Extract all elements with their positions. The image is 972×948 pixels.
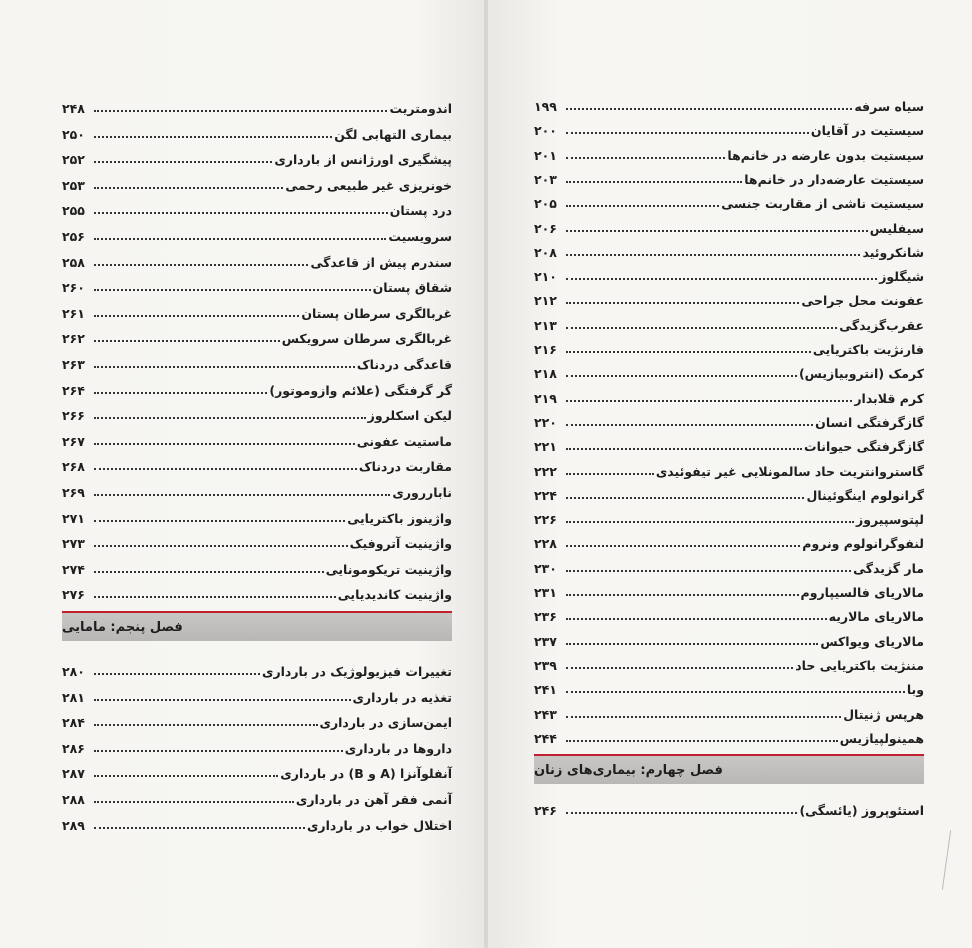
toc-page-number: ۲۰۶ [534, 220, 557, 236]
leader-dots [566, 594, 799, 596]
toc-page-number: ۲۸۶ [62, 740, 85, 756]
toc-entry [62, 120, 452, 142]
leader-dots [94, 750, 343, 752]
leader-dots [566, 400, 852, 402]
toc-entry [62, 555, 452, 577]
toc-entry-title: مالاریای مالاریه [828, 609, 924, 625]
toc-entry-title: سیستیت عارضه‌دار در خانم‌ها [744, 171, 924, 187]
toc-entry-title: غربالگری سرطان سرویکس [281, 331, 452, 347]
toc-entry [62, 759, 452, 781]
toc-entry [534, 651, 924, 673]
leader-dots [94, 340, 280, 342]
leader-dots [566, 473, 654, 475]
toc-page-number: ۲۵۲ [62, 152, 85, 168]
toc-entry-title: مالاریای ویواکس [820, 633, 924, 649]
leader-dots [94, 724, 318, 726]
toc-entry [62, 145, 452, 167]
toc-page-number: ۲۰۱ [534, 147, 557, 163]
leader-dots [94, 366, 355, 368]
toc-page-number: ۲۶۲ [62, 331, 85, 347]
toc-page-number: ۲۰۰ [534, 123, 557, 139]
leader-dots [94, 315, 299, 317]
toc-entry-title: وبا [906, 682, 924, 698]
leader-dots [566, 448, 802, 450]
toc-page-number: ۲۱۹ [534, 390, 557, 406]
toc-entry [534, 141, 924, 163]
toc-entry [62, 248, 452, 270]
toc-entry [534, 505, 924, 527]
toc-entry [62, 376, 452, 398]
toc-page-number: ۲۴۶ [534, 803, 557, 818]
leader-dots [566, 108, 852, 110]
leader-dots [94, 494, 390, 496]
toc-entry [62, 734, 452, 756]
leader-dots [566, 618, 827, 620]
toc-entry [62, 171, 452, 193]
toc-page-number: ۲۲۰ [534, 414, 557, 430]
leader-dots [94, 775, 278, 777]
section-header-chapter-4 [534, 754, 924, 784]
toc-entry-title: درد پستان [389, 203, 452, 219]
toc-entry [534, 238, 924, 260]
toc-page-number: ۲۶۹ [62, 485, 85, 500]
toc-entry-title: شقاق پستان [372, 280, 452, 296]
toc-entry-title: واژینیت آتروفیک [349, 536, 452, 552]
toc-entry-title: گازگرفتگی حیوانات [804, 439, 924, 455]
toc-page-number: ۲۱۸ [534, 366, 557, 382]
leader-dots [94, 571, 324, 573]
toc-entry-title: بیماری التهابی لگن [334, 126, 452, 142]
toc-entry [62, 94, 452, 116]
toc-entry-title: گازگرفتگی انسان [815, 414, 924, 430]
toc-page-number: ۲۰۸ [534, 244, 557, 260]
toc-entry [62, 708, 452, 730]
toc-entry-title: لپتوسپیروز [856, 512, 924, 528]
toc-page-number: ۲۰۵ [534, 196, 557, 212]
toc-page-number: ۲۲۸ [534, 536, 557, 552]
toc-page-number: ۲۶۶ [62, 408, 85, 424]
toc-entry-title: گر گرفتگی (علائم وازوموتور) [269, 382, 452, 398]
toc-entry-title: تغذیه در بارداری [352, 689, 452, 705]
toc-entry [534, 675, 924, 697]
leader-dots [566, 716, 841, 718]
toc-entry-title: شیگلوز [879, 269, 924, 285]
section-header-chapter-5 [62, 611, 452, 641]
leader-dots [566, 205, 719, 207]
leader-dots [566, 691, 905, 693]
toc-page-number: ۲۶۴ [62, 382, 85, 398]
toc-page-number: ۲۴۱ [534, 682, 557, 698]
toc-page-number: ۲۰۳ [534, 171, 557, 187]
toc-entry-title: شانکروئید [862, 244, 924, 260]
leader-dots [566, 278, 877, 280]
toc-entry-title: داروها در بارداری [344, 740, 452, 756]
toc-page-number: ۲۴۴ [534, 730, 557, 746]
toc-entry [534, 554, 924, 576]
toc-page-number: ۲۵۰ [62, 126, 85, 142]
toc-entry [534, 529, 924, 551]
toc-entry-title: عفونت محل جراحی [801, 293, 924, 309]
toc-entry-title: کرم قلابدار [854, 390, 924, 406]
leader-dots [566, 302, 799, 304]
toc-entry [62, 196, 452, 218]
toc-entry-title: سیستیت ناشی از مقاربت جنسی [721, 196, 924, 212]
leader-dots [566, 157, 725, 159]
toc-entry [62, 580, 452, 602]
toc-entry [62, 299, 452, 321]
leader-dots [94, 212, 388, 214]
toc-entry-title: لنفوگرانولوم ونروم [802, 536, 924, 552]
leader-dots [566, 570, 851, 572]
toc-page-number: ۲۵۶ [62, 229, 85, 244]
toc-page-number: ۲۶۰ [62, 280, 85, 296]
leader-dots [94, 520, 345, 522]
toc-page-number: ۲۷۶ [62, 587, 85, 603]
toc-entry [62, 222, 452, 244]
toc-entry [534, 408, 924, 430]
leader-dots [566, 667, 793, 669]
leader-dots [566, 375, 797, 377]
toc-entry [534, 457, 924, 479]
leader-dots [94, 673, 260, 675]
leader-dots [94, 238, 386, 240]
toc-entry [62, 324, 452, 346]
leader-dots [94, 545, 348, 547]
toc-entry [62, 350, 452, 372]
toc-entry [62, 478, 452, 500]
leader-dots [566, 230, 868, 232]
toc-entry [534, 602, 924, 624]
toc-page-number: ۲۵۵ [62, 203, 85, 219]
toc-entry-title: مننژیت باکتریایی حاد [795, 657, 924, 673]
toc-entry-title: غربالگری سرطان پستان [301, 305, 452, 321]
toc-entry-title: آنمی فقر آهن در بارداری [295, 792, 452, 807]
toc-page-number: ۲۱۰ [534, 269, 557, 285]
toc-entry-title: واژینیت تریکومونایی [325, 561, 452, 577]
toc-page-number: ۲۲۱ [534, 439, 557, 455]
leader-dots [94, 468, 357, 470]
toc-entry [534, 262, 924, 284]
toc-entry-title: مار گزیدگی [853, 560, 924, 576]
toc-page-number: ۲۸۴ [62, 715, 85, 731]
toc-entry [534, 335, 924, 357]
toc-page-number: ۲۲۲ [534, 463, 557, 479]
leader-dots [566, 545, 800, 547]
toc-page-number: ۲۳۹ [534, 657, 557, 673]
leader-dots [566, 327, 837, 329]
toc-page-number: ۲۳۷ [534, 633, 557, 649]
toc-page-number: ۲۲۶ [534, 512, 557, 528]
toc-entry [534, 578, 924, 600]
toc-entry [534, 627, 924, 649]
toc-entry-title: سندرم پیش از قاعدگی [310, 254, 452, 270]
toc-page-number: ۲۱۳ [534, 317, 557, 333]
toc-page-number: ۲۸۱ [62, 689, 85, 705]
leader-dots [94, 596, 336, 598]
toc-entry [534, 796, 924, 818]
toc-page-number: ۲۵۸ [62, 254, 85, 270]
toc-page-number: ۲۶۱ [62, 305, 85, 321]
leader-dots [566, 497, 804, 499]
leader-dots [94, 827, 305, 829]
toc-entry [62, 452, 452, 474]
toc-entry-title: استئوپروز (یائسگی) [799, 803, 924, 818]
leader-dots [566, 254, 860, 256]
book-gutter [484, 0, 488, 948]
toc-page-number: ۲۱۶ [534, 342, 557, 357]
toc-entry [534, 286, 924, 308]
toc-page-number: ۲۳۱ [534, 585, 557, 600]
toc-entry-title: سیستیت در آقایان [810, 123, 924, 139]
toc-page-number: ۲۴۸ [62, 101, 85, 116]
toc-entry-title: واژینیت کاندیدیایی [337, 587, 452, 603]
toc-entry [534, 116, 924, 138]
toc-entry [62, 529, 452, 551]
toc-page-number: ۲۸۷ [62, 766, 85, 782]
leader-dots [566, 521, 854, 523]
toc-entry-title: سیفلیس [869, 220, 924, 236]
leader-dots [94, 699, 351, 701]
toc-entry [62, 273, 452, 295]
toc-entry [534, 214, 924, 236]
toc-entry [62, 504, 452, 526]
toc-page-number: ۲۷۱ [62, 510, 85, 526]
leader-dots [94, 136, 332, 138]
toc-entry-title: نابارروری [392, 485, 452, 500]
toc-page-number: ۲۳۰ [534, 560, 557, 576]
toc-entry-title: قاعدگی دردناک [356, 357, 452, 372]
toc-page-number: ۲۶۸ [62, 459, 85, 475]
toc-entry-title: خونریزی غیر طبیعی رحمی [285, 177, 452, 193]
toc-entry [534, 311, 924, 333]
toc-entry [62, 657, 452, 679]
toc-entry [534, 92, 924, 114]
section-title: فصل پنجم: مامایی [62, 619, 183, 635]
toc-entry [534, 384, 924, 406]
section-title: فصل چهارم: بیماری‌های زنان [534, 762, 723, 778]
leader-dots [94, 443, 355, 445]
toc-page-number: ۲۵۳ [62, 177, 85, 193]
toc-entry-title: اختلال خواب در بارداری [306, 817, 452, 833]
toc-entry [62, 427, 452, 449]
toc-entry-title: همینولپیازیس [839, 730, 924, 746]
toc-entry [534, 724, 924, 746]
toc-page-number: ۲۲۴ [534, 487, 557, 503]
toc-page-number: ۲۳۶ [534, 609, 557, 625]
toc-entry [62, 811, 452, 833]
leader-dots [94, 264, 308, 266]
toc-entry [534, 189, 924, 211]
toc-entry [534, 481, 924, 503]
toc-entry-title: عقرب‌گزیدگی [839, 317, 924, 333]
toc-entry-title: پیشگیری اورژانس از بارداری [274, 152, 452, 168]
toc-entry-title: اندومتریت [389, 101, 452, 116]
leader-dots [566, 643, 818, 645]
toc-page-number: ۲۶۳ [62, 357, 85, 372]
toc-entry-title: تغییرات فیزیولوژیک در بارداری [262, 664, 452, 679]
toc-entry-title: لیکن اسکلروز [367, 408, 452, 424]
toc-entry-title: کرمک (انتروبیازیس) [798, 366, 924, 382]
leader-dots [94, 110, 387, 112]
toc-entry-title: سیاه سرفه [854, 99, 924, 114]
leader-dots [566, 351, 811, 353]
toc-page-number: ۲۴۳ [534, 706, 557, 722]
leader-dots [94, 187, 283, 189]
toc-entry [534, 432, 924, 454]
toc-entry [62, 401, 452, 423]
toc-entry-title: آنفلوآنزا (A و B) در بارداری [280, 766, 452, 782]
toc-entry-title: سیستیت بدون عارضه در خانم‌ها [727, 147, 924, 163]
toc-entry [534, 359, 924, 381]
toc-entry-title: هرپس ژنیتال [843, 706, 924, 722]
toc-entry-title: گاستروانتریت حاد سالمونلایی غیر تیفوئیدی [655, 463, 924, 479]
leader-dots [566, 812, 797, 814]
toc-entry-title: سرویسیت [388, 229, 452, 244]
toc-entry [534, 700, 924, 722]
toc-entry-title: مالاریای فالسیپاروم [800, 585, 924, 600]
toc-entry [62, 785, 452, 807]
toc-entry [534, 165, 924, 187]
toc-entry-title: واژینوز باکتریایی [347, 510, 452, 526]
toc-entry-title: گرانولوم اینگوئینال [806, 487, 924, 503]
leader-dots [94, 417, 366, 419]
toc-page-number: ۲۸۸ [62, 792, 85, 807]
leader-dots [94, 392, 267, 394]
toc-entry-title: ایمن‌سازی در بارداری [319, 715, 452, 731]
toc-page-number: ۲۱۲ [534, 293, 557, 309]
toc-page-number: ۲۸۹ [62, 817, 85, 833]
toc-page-number: ۲۷۴ [62, 561, 85, 577]
toc-entry-title: مقاربت دردناک [358, 459, 452, 475]
leader-dots [566, 740, 838, 742]
leader-dots [566, 181, 742, 183]
leader-dots [566, 424, 813, 426]
toc-page-number: ۱۹۹ [534, 99, 557, 114]
toc-entry-title: ماستیت عفونی [356, 433, 452, 449]
leader-dots [94, 161, 272, 163]
toc-page-number: ۲۸۰ [62, 664, 85, 679]
toc-entry-title: فارنژیت باکتریایی [812, 342, 924, 357]
leader-dots [94, 801, 294, 803]
toc-entry [62, 683, 452, 705]
toc-page-number: ۲۷۳ [62, 536, 85, 552]
toc-page-number: ۲۶۷ [62, 433, 85, 449]
leader-dots [566, 132, 809, 134]
leader-dots [94, 289, 371, 291]
